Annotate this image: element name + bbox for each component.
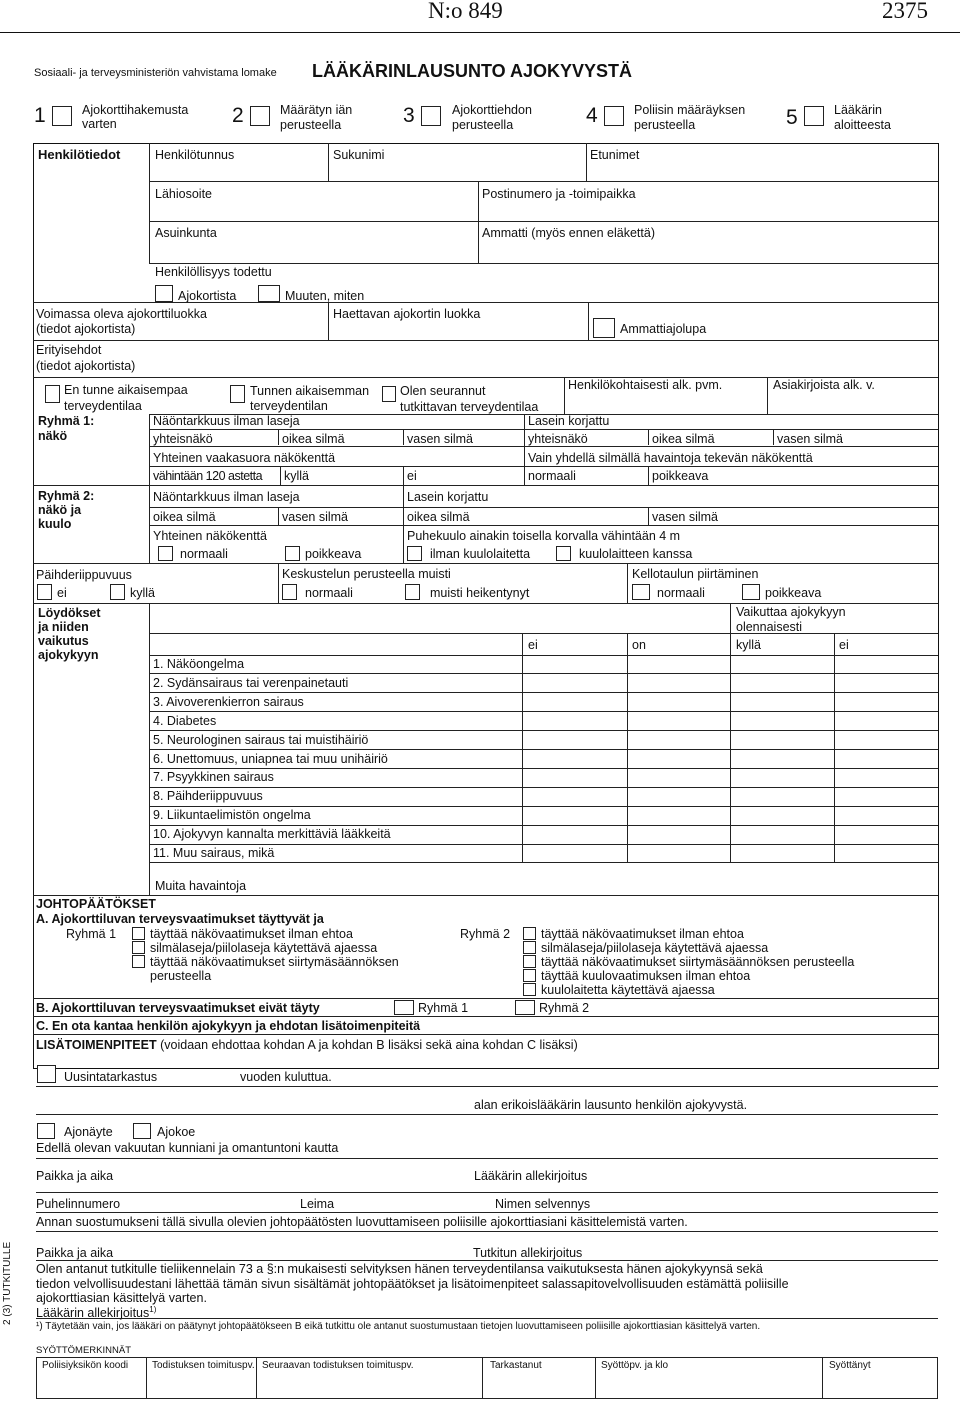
input-cell-label: Poliisiyksikön koodi: [42, 1360, 129, 1371]
finding-row: 5. Neurologinen sairaus tai muistihäiriö: [153, 733, 369, 747]
substance-no-checkbox[interactable]: [37, 584, 52, 600]
field-no-label: ei: [407, 469, 417, 483]
b-group1-label: Ryhmä 1: [418, 1001, 469, 1015]
memory-label: Keskustelun perusteella muisti: [282, 567, 451, 581]
side-label: 2 (3) TUTKITULLE: [2, 1241, 13, 1325]
purpose-checkbox-2[interactable]: [250, 106, 270, 126]
professional-permit-label: Ammattiajolupa: [620, 322, 707, 336]
place-time-2-label: Paikka ja aika: [36, 1246, 114, 1260]
g2-acuity-corrected-label: Lasein korjattu: [407, 490, 489, 504]
purpose-number: 5: [786, 106, 798, 129]
a-g2-option: silmälaseja/piilolaseja käytettävä ajaessa: [541, 941, 769, 955]
id-other-label: Muuten, miten: [285, 289, 365, 303]
substance-yes-checkbox[interactable]: [110, 584, 125, 600]
finding-row: 2. Sydänsairaus tai verenpainetauti: [153, 676, 349, 690]
special-conditions-label: (tiedot ajokortista): [36, 359, 136, 373]
purpose-label: Ajokorttiehdon: [452, 103, 532, 117]
clock-label: Kellotaulun piirtäminen: [632, 567, 759, 581]
purpose-number: 1: [34, 104, 46, 127]
purpose-checkbox-4[interactable]: [604, 106, 624, 126]
purpose-label: perusteella: [452, 118, 514, 132]
finding-row: 9. Liikuntaelimistön ongelma: [153, 808, 311, 822]
a-g2-option: täyttää näkövaatimukset ilman ehtoa: [541, 927, 744, 941]
doctor-signature-2-text: Lääkärin allekirjoitus: [36, 1306, 150, 1321]
input-cell-label: Syöttöpv. ja klo: [601, 1360, 669, 1371]
informed-text: Olen antanut tutkitulle tieliikennelain 73 a §:n mukaisesti selvityksen hänen terveydentilansa vaikutuksesta hänen ajokykyynsä sekä: [36, 1262, 763, 1276]
g2-field-abnormal-label: poikkeava: [305, 547, 362, 561]
test-lesson-label: Ajokoe: [157, 1125, 196, 1139]
conclusions-title: JOHTOPÄÄTÖKSET: [36, 897, 156, 911]
speech-hearing-label: Puhekuulo ainakin toisella korvalla vähintään 4 m: [407, 529, 681, 543]
group1-label: Ryhmä 1:: [38, 414, 95, 428]
left-eye-corrected-label: vasen silmä: [777, 432, 843, 446]
finding-row: 11. Muu sairaus, mikä: [153, 846, 275, 860]
input-cell-label: Todistuksen toimituspv.: [152, 1360, 255, 1371]
a-g2-option-2-checkbox[interactable]: [523, 941, 536, 954]
purpose-number: 3: [403, 104, 415, 127]
memory-normal-checkbox[interactable]: [282, 584, 297, 600]
place-time-label: Paikka ja aika: [36, 1169, 114, 1183]
unknown-health-checkbox[interactable]: [45, 385, 60, 403]
col-no-header: ei: [528, 638, 538, 652]
field-yes-label: kyllä: [284, 469, 310, 483]
phone-label: Puhelinnumero: [36, 1197, 121, 1211]
a-g2-option: kuulolaitetta käytettävä ajaessa: [541, 983, 715, 997]
finding-row: 1. Näköongelma: [153, 657, 245, 671]
purpose-label: Määrätyn iän: [280, 103, 353, 117]
weakens-header: Vaikuttaa ajokykyyn: [736, 605, 846, 619]
applied-class-label: Haettavan ajokortin luokka: [333, 307, 481, 321]
g2-left-eye-label: vasen silmä: [282, 510, 348, 524]
subject-signature-label: Tutkitun allekirjoitus: [473, 1246, 583, 1260]
doctor-signature-label: Lääkärin allekirjoitus: [474, 1169, 588, 1183]
retest-after-label: vuoden kuluttua.: [240, 1070, 332, 1084]
finding-row: 3. Aivoverenkierron sairaus: [153, 695, 304, 709]
consent-text: Annan suostumukseni tällä sivulla olevien johtopäätösten luovuttamiseen poliisille ajokorttiasiani käsittelemistä varten.: [36, 1215, 688, 1229]
a-g2-option-5-checkbox[interactable]: [523, 983, 536, 996]
id-license-label: Ajokortista: [178, 289, 237, 303]
g2-field-normal-checkbox[interactable]: [158, 546, 173, 561]
binocular-label: yhteisnäkö: [153, 432, 213, 446]
a-g1-option-2-checkbox[interactable]: [132, 941, 145, 954]
b-group2-checkbox[interactable]: [515, 1000, 535, 1015]
findings-label: Löydökset: [38, 606, 101, 620]
purpose-checkbox-3[interactable]: [421, 106, 441, 126]
group2-label: näkö ja: [38, 503, 82, 517]
informed-text: tiedon velvollisuudestani lähettää tämän sivun sisältämät johtopäätökset ja lisätoimenpiteet salassapitovelvollisuuden estämättä poliisille: [36, 1277, 789, 1291]
a-g1-option: täyttää näkövaatimukset siirtymäsäännöksen: [150, 955, 399, 969]
a-g2-option: täyttää näkövaatimukset siirtymäsäännöksen perusteella: [541, 955, 855, 969]
b-group1-checkbox[interactable]: [394, 1000, 414, 1015]
municipality-label: Asuinkunta: [155, 226, 217, 240]
a-g2-option-4-checkbox[interactable]: [523, 969, 536, 982]
purpose-label: Poliisin määräyksen: [634, 103, 746, 117]
group2-label: kuulo: [38, 517, 72, 531]
findings-label: ja niiden: [38, 620, 89, 634]
occupation-label: Ammatti (myös ennen eläkettä): [482, 226, 655, 240]
finding-row: 10. Ajokyvyn kannalta merkittäviä lääkkeitä: [153, 827, 391, 841]
memory-weak-label: muisti heikentynyt: [430, 586, 530, 600]
test-drive-label: Ajonäyte: [64, 1125, 113, 1139]
a-g1-option: täyttää näkövaatimukset ilman ehtoa: [150, 927, 353, 941]
col-yes-header: on: [632, 638, 646, 652]
clock-normal-checkbox[interactable]: [632, 584, 650, 600]
input-cell-label: Tarkastanut: [490, 1360, 542, 1371]
footnote-text: ¹) Täytetään vain, jos lääkäri on päätynyt johtopäätökseen B eikä tutkittu ole antanut suostumustaan tietojen luovuttamiseen poliisille ajokorttiasian käsittelyä varten.: [36, 1321, 761, 1332]
substance-no-label: ei: [57, 586, 67, 600]
purpose-number: 2: [232, 104, 244, 127]
purpose-label: Ajokorttihakemusta: [82, 103, 189, 117]
field-normal-label: normaali: [528, 469, 576, 483]
section-personal: Henkilötiedot: [38, 147, 121, 162]
with-hearing-aid-label: kuulolaitteen kanssa: [579, 547, 693, 561]
first-names-label: Etunimet: [590, 148, 640, 162]
left-eye-label: vasen silmä: [407, 432, 473, 446]
extra-measures-note: (voidaan ehdottaa kohdan A ja kohdan B lisäksi sekä aina kohdan C lisäksi): [160, 1038, 578, 1052]
finding-row: 7. Psyykkinen sairaus: [153, 770, 274, 784]
finding-row: 6. Unettomuus, uniapnea tai muu unihäiriö: [153, 752, 388, 766]
current-class-label: Voimassa oleva ajokorttiluokka: [36, 307, 207, 321]
personal-since-label: Henkilökohtaisesti alk. pvm.: [568, 378, 723, 392]
retest-label: Uusintatarkastus: [64, 1070, 158, 1084]
name-clarification-label: Nimen selvennys: [495, 1197, 591, 1211]
acuity-uncorrected-label: Näöntarkkuus ilman laseja: [153, 414, 300, 428]
other-observations-label: Muita havaintoja: [155, 879, 247, 893]
g2-field-abnormal-checkbox[interactable]: [285, 546, 300, 561]
input-cell-label: Syöttänyt: [829, 1360, 871, 1371]
g2-field-normal-label: normaali: [180, 547, 228, 561]
known-health-checkbox[interactable]: [230, 385, 245, 403]
footnote-marker: 1): [149, 1305, 157, 1314]
purpose-number: 4: [586, 104, 598, 127]
unknown-health-label: terveydentilaa: [64, 399, 142, 413]
identity-label: Henkilöllisyys todettu: [155, 265, 272, 279]
assurance-text: Edellä olevan vakuutan kunniani ja omantuntoni kautta: [36, 1141, 339, 1155]
a-title: A. Ajokorttiluvan terveysvaatimukset täyttyvät ja: [36, 912, 324, 926]
purpose-checkbox-5[interactable]: [804, 106, 824, 126]
current-class-label: (tiedot ajokortista): [36, 322, 136, 336]
surname-label: Sukunimi: [333, 148, 385, 162]
weakens-header: olennaisesti: [736, 620, 803, 634]
memory-normal-label: normaali: [305, 586, 353, 600]
purpose-label: Lääkärin: [834, 103, 882, 117]
purpose-label: aloitteesta: [834, 118, 891, 132]
acuity-corrected-label: Lasein korjattu: [528, 414, 610, 428]
records-since-label: Asiakirjoista alk. v.: [773, 378, 875, 392]
id-other-checkbox[interactable]: [258, 285, 280, 302]
input-markings-title: SYÖTTÖMERKINNÄT: [36, 1345, 132, 1356]
g2-visual-field-label: Yhteinen näkökenttä: [153, 529, 267, 543]
a-g2-option-1-checkbox[interactable]: [523, 927, 536, 940]
right-eye-corrected-label: oikea silmä: [652, 432, 715, 446]
g2-acuity-uncorrected-label: Näöntarkkuus ilman laseja: [153, 490, 300, 504]
findings-label: vaikutus: [38, 634, 89, 648]
page-number: 2375: [882, 0, 928, 23]
a-group1-label: Ryhmä 1: [66, 927, 117, 941]
following-health-label: tutkittavan terveydentilaa: [400, 400, 539, 414]
form-title: LÄÄKÄRINLAUSUNTO AJOKYVYSTÄ: [312, 61, 633, 81]
special-conditions-label: Erityisehdot: [36, 343, 102, 357]
binocular-corrected-label: yhteisnäkö: [528, 432, 588, 446]
known-health-label: terveydentilan: [250, 399, 328, 413]
test-drive-checkbox[interactable]: [37, 1123, 55, 1139]
substance-yes-label: kyllä: [130, 586, 156, 600]
purpose-checkbox-1[interactable]: [52, 106, 72, 126]
g2-left-eye-corrected-label: vasen silmä: [652, 510, 718, 524]
following-health-label: Olen seurannut: [400, 384, 486, 398]
b-title: B. Ajokorttiluvan terveysvaatimukset eivät täyty: [36, 1001, 320, 1015]
clock-abnormal-checkbox[interactable]: [742, 584, 760, 600]
right-eye-label: oikea silmä: [282, 432, 345, 446]
with-hearing-aid-checkbox[interactable]: [556, 546, 571, 561]
a-g1-option: silmälaseja/piilolaseja käytettävä ajaessa: [150, 941, 378, 955]
no-hearing-aid-label: ilman kuulolaitetta: [430, 547, 531, 561]
address-label: Lähiosoite: [155, 187, 212, 201]
a-group2-label: Ryhmä 2: [460, 927, 511, 941]
clock-normal-label: normaali: [657, 586, 705, 600]
a-g1-option: perusteella: [150, 969, 212, 983]
one-eye-field-label: Vain yhdellä silmällä havaintoja tekevän näkökenttä: [528, 451, 813, 465]
extra-measures-title: LISÄTOIMENPITEET: [36, 1038, 157, 1052]
b-group2-label: Ryhmä 2: [539, 1001, 590, 1015]
g2-right-eye-label: oikea silmä: [153, 510, 216, 524]
form-number: N:o 849: [428, 0, 503, 23]
no-hearing-aid-checkbox[interactable]: [407, 546, 422, 561]
field-abnormal-label: poikkeava: [652, 469, 709, 483]
input-cell-label: Seuraavan todistuksen toimituspv.: [262, 1360, 414, 1371]
professional-permit-checkbox[interactable]: [593, 318, 615, 338]
a-g1-option-3-checkbox[interactable]: [132, 955, 145, 968]
findings-label: ajokykyyn: [38, 648, 99, 662]
a-g2-option: täyttää kuulovaatimuksen ilman ehtoa: [541, 969, 751, 983]
group1-label: näkö: [38, 429, 68, 443]
substance-label: Päihderiippuvuus: [36, 568, 132, 582]
ministry-note: Sosiaali- ja terveysministeriön vahvistama lomake: [34, 67, 277, 79]
clock-abnormal-label: poikkeava: [765, 586, 822, 600]
a-g2-option-3-checkbox[interactable]: [523, 955, 536, 968]
c-title: C. En ota kantaa henkilön ajokykyyn ja ehdotan lisätoimenpiteitä: [36, 1019, 421, 1033]
purpose-label: perusteella: [280, 118, 342, 132]
unknown-health-label: En tunne aikaisempaa: [64, 383, 188, 397]
test-lesson-checkbox[interactable]: [133, 1123, 151, 1139]
finding-row: 8. Päihderiippuvuus: [153, 789, 263, 803]
purpose-label: perusteella: [634, 118, 696, 132]
known-health-label: Tunnen aikaisemman: [250, 384, 370, 398]
following-health-checkbox[interactable]: [382, 386, 396, 402]
col-no2-header: ei: [839, 638, 849, 652]
postal-label: Postinumero ja -toimipaikka: [482, 187, 636, 201]
informed-text: ajokorttiasian käsittelyä varten.: [36, 1291, 207, 1305]
purpose-label: varten: [82, 117, 117, 131]
group2-label: Ryhmä 2:: [38, 489, 95, 503]
extra-measures: [36, 1038, 578, 1052]
ssn-label: Henkilötunnus: [155, 148, 235, 162]
g2-right-eye-corrected-label: oikea silmä: [407, 510, 470, 524]
horizontal-field-label: Yhteinen vaakasuora näkökenttä: [153, 451, 336, 465]
retest-checkbox[interactable]: [37, 1065, 56, 1083]
finding-row: 4. Diabetes: [153, 714, 217, 728]
a-g1-option-1-checkbox[interactable]: [132, 927, 145, 940]
over-120-label: vähintään 120 astetta: [153, 469, 263, 483]
id-license-checkbox[interactable]: [155, 285, 173, 302]
memory-weak-checkbox[interactable]: [405, 584, 420, 600]
col-yes2-header: kyllä: [736, 638, 762, 652]
specialist-label: alan erikoislääkärin lausunto henkilön ajokyvystä.: [474, 1098, 748, 1112]
stamp-label: Leima: [300, 1197, 335, 1211]
